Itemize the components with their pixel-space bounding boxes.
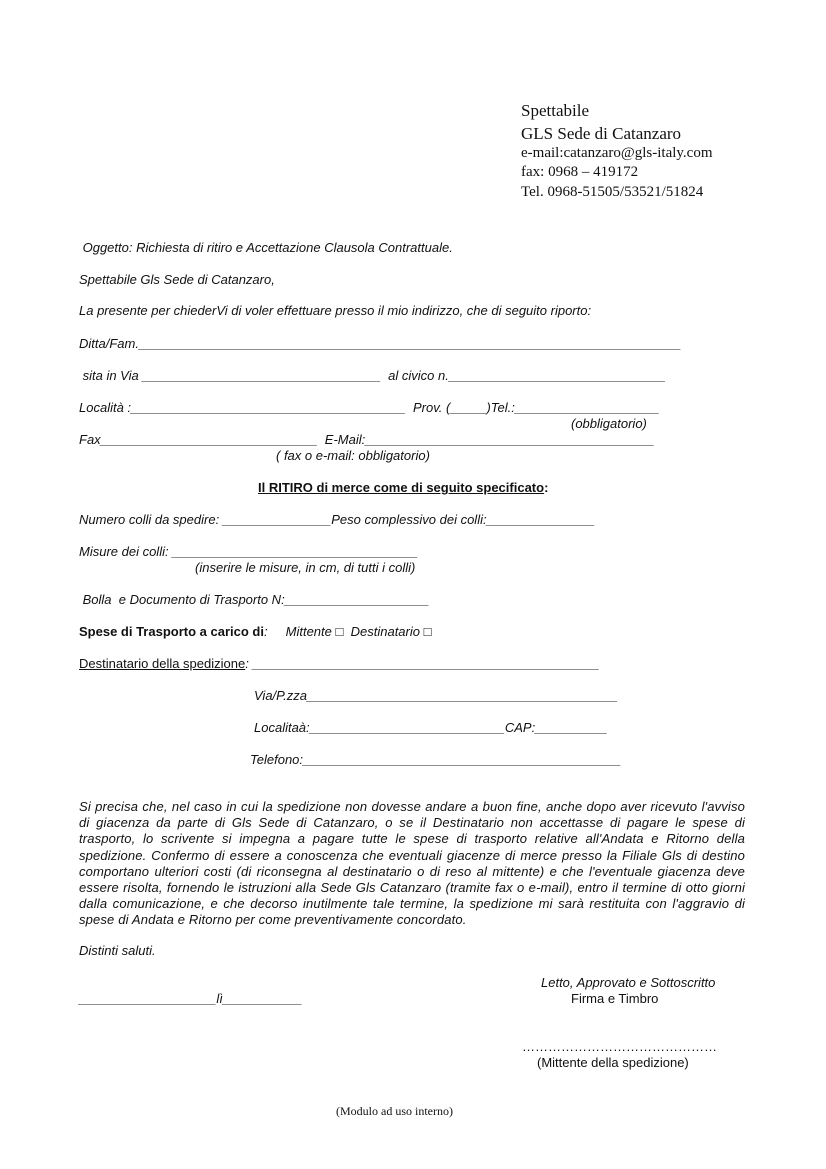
- firma-label: Firma e Timbro: [571, 991, 659, 1006]
- destinatario-via-field[interactable]: Via/P.zza___________________________________________: [254, 688, 618, 703]
- spese-colon: :: [263, 624, 268, 639]
- header-salutation: Spettabile: [521, 101, 589, 120]
- spese-label: Spese di Trasporto a carico di: [79, 624, 264, 639]
- destinatario-option-label: Destinatario: [350, 624, 420, 639]
- header-company: GLS Sede di Catanzaro: [521, 124, 682, 143]
- footer-note: (Modulo ad uso interno): [336, 1104, 453, 1118]
- destinatario-label: Destinatario della spedizione: [79, 656, 246, 671]
- tel-mandatory-note: (obbligatorio): [571, 416, 647, 431]
- subject-line: Oggetto: Richiesta di ritiro e Accettazione Clausola Contrattuale.: [79, 240, 453, 255]
- greeting: Spettabile Gls Sede di Catanzaro,: [79, 272, 275, 287]
- localita-field[interactable]: Località :______________________________________ Prov. (_____)Tel.:____________________: [79, 400, 660, 415]
- fax-email-note: ( fax o e-mail: obbligatorio): [276, 448, 430, 463]
- header-fax: fax: 0968 – 419172: [521, 164, 639, 180]
- header-tel: Tel. 0968-51505/53521/51824: [521, 184, 704, 200]
- fax-email-field[interactable]: Fax______________________________ E-Mail:________________________________________: [79, 432, 655, 447]
- bolla-field[interactable]: Bolla e Documento di Trasporto N:____________________: [79, 592, 430, 607]
- mittente-checkbox[interactable]: □: [335, 624, 344, 639]
- destinatario-row[interactable]: [79, 656, 599, 671]
- mittente-option-label: Mittente: [285, 624, 332, 639]
- destinatario-telefono-field[interactable]: Telefono:____________________________________________: [250, 752, 622, 767]
- spese-row: [79, 624, 431, 639]
- destinatario-localita-field[interactable]: Localitaà:___________________________CAP:__________: [254, 720, 608, 735]
- approved-label: Letto, Approvato e Sottoscritto: [541, 975, 716, 990]
- ritiro-title: Il RITIRO di merce come di seguito specificato: [258, 480, 545, 495]
- clausola-paragraph: Si precisa che, nel caso in cui la spedizione non dovesse andare a buon fine, anche dopo aver ricevuto l'avviso di giacenza da parte di Gls Sede di Catanzaro, o se il Destinatario non accettasse di pagare le spese di trasporto, lo scrivente si impegna a pagare tutte le spese di trasporto relative all'Andata e Ritorno della spedizione. Confermo di essere a conoscenza che eventuali giacenze di merce presso la Filiale Gls di destino comportano ulteriori costi (di riconsegna al destinatario o di reso al mittente) e che l'eventuale giacenza deve essere risolta, fornendo le istruzioni alla Sede Gls Catanzaro (tramite fax o e-mail), entro il termine di otto giorni dalla comunicazione, e che decorso inutilmente tale termine, la spedizione mi sarà restituita con l'aggravio di spese di Andata e Ritorno per come preventivamente concordato.: [79, 799, 745, 928]
- ritiro-heading: [258, 480, 548, 495]
- ditta-field[interactable]: Ditta/Fam.___________________________________________________________________________: [79, 336, 682, 351]
- ritiro-colon: :: [544, 480, 549, 495]
- intro-text: La presente per chiederVi di voler effettuare presso il mio indirizzo, che di seguito riporto:: [79, 303, 592, 318]
- closing: Distinti saluti.: [79, 943, 156, 958]
- colli-peso-field[interactable]: Numero colli da spedire: _______________Peso complessivo dei colli:_______________: [79, 512, 596, 527]
- destinatario-checkbox[interactable]: □: [423, 624, 432, 639]
- mittente-caption: (Mittente della spedizione): [537, 1055, 689, 1070]
- misure-field[interactable]: Misure dei colli: __________________________________: [79, 544, 419, 559]
- destinatario-line[interactable]: : ________________________________________________: [245, 656, 600, 671]
- signature-line[interactable]: ………………………………………: [522, 1039, 717, 1054]
- misure-note: (inserire le misure, in cm, di tutti i colli): [195, 560, 416, 575]
- address-field[interactable]: sita in Via _________________________________ al civico n.______________________________: [79, 368, 666, 383]
- place-date-field[interactable]: ___________________lì___________: [79, 991, 303, 1006]
- header-email: e-mail:catanzaro@gls-italy.com: [521, 145, 713, 161]
